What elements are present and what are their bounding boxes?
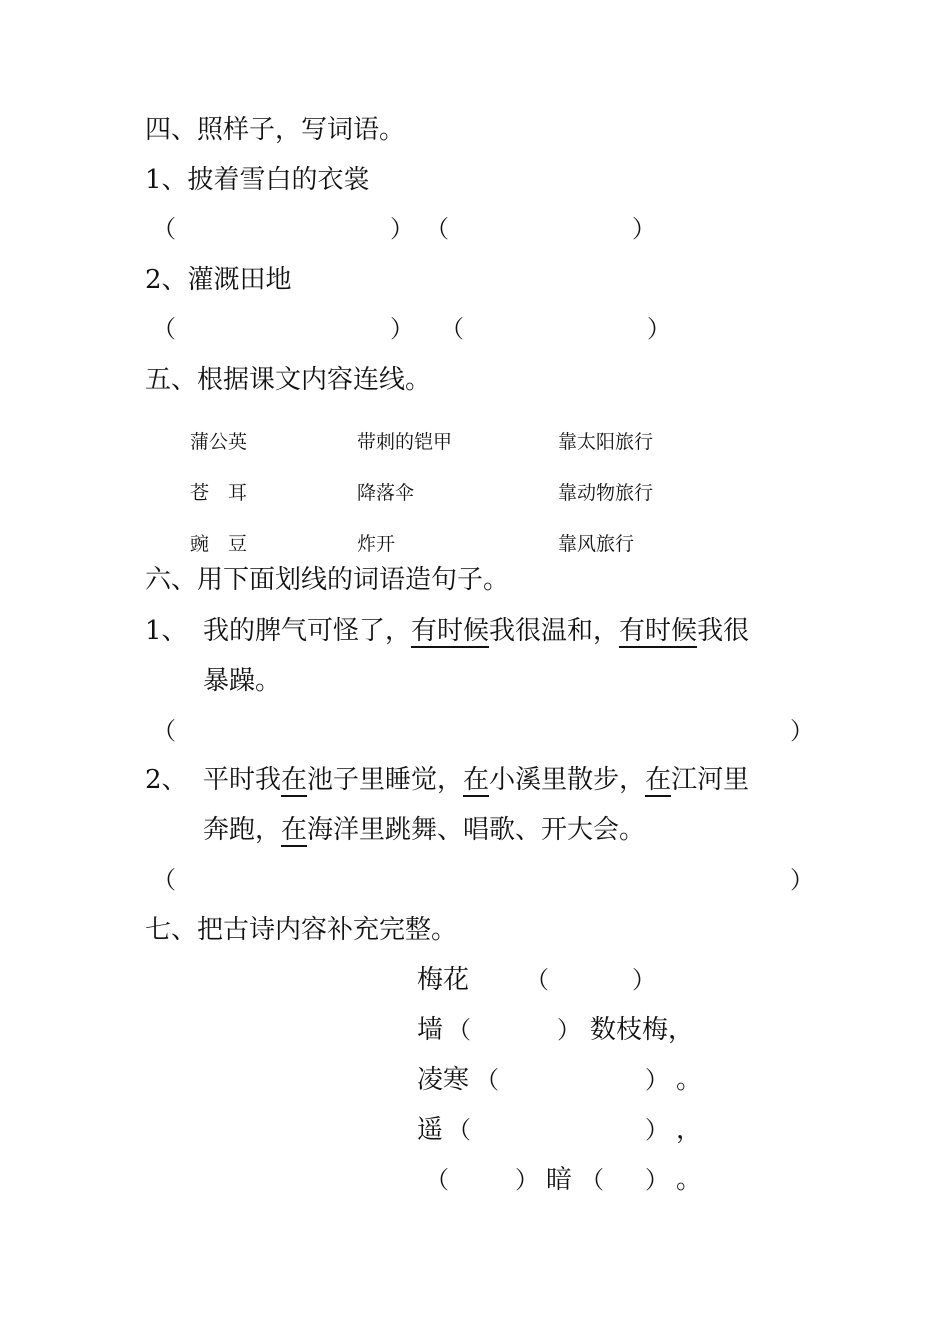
- answer-paren-open: （: [475, 1066, 499, 1094]
- answer-paren-open: （: [425, 1166, 449, 1194]
- poem-line-4-middle: 暗: [546, 1165, 573, 1195]
- answer-paren-open: （: [425, 215, 449, 243]
- sentence-text: 海洋里跳舞、唱歌、开大会。: [307, 815, 646, 845]
- match-right-item: 靠动物旅行: [558, 482, 654, 504]
- section-4-item-1: 1、披着雪白的衣裳: [145, 165, 370, 195]
- sentence-text: 奔跑，: [203, 815, 282, 845]
- underlined-word: 在: [645, 765, 672, 795]
- sentence-text: 我很: [697, 616, 750, 646]
- poem-line-4-end: 。: [676, 1165, 703, 1195]
- poem-line-3-end: ，: [676, 1115, 703, 1145]
- section-7-heading: 七、把古诗内容补充完整。: [145, 915, 458, 945]
- answer-paren-open: （: [440, 315, 464, 343]
- poem-line-1-end: 数枝梅，: [590, 1015, 695, 1045]
- answer-paren-open: （: [152, 866, 176, 894]
- sentence-text: 池子里睡觉，: [307, 765, 464, 795]
- sentence-text: 小溪里散步，: [489, 765, 646, 795]
- sentence-1-line-1: [203, 614, 749, 648]
- answer-paren-close: ）: [390, 215, 414, 243]
- answer-paren-close: ）: [647, 315, 671, 343]
- sentence-text: 我很温和，: [489, 616, 620, 646]
- answer-paren-close: ）: [645, 1166, 669, 1194]
- answer-paren-open: （: [152, 717, 176, 745]
- section-4-heading: 四、照样子，写词语。: [145, 115, 406, 145]
- match-middle-item: 降落伞: [357, 482, 415, 504]
- answer-paren-close: ）: [515, 1166, 539, 1194]
- answer-paren-open: （: [152, 215, 176, 243]
- sentence-2-line-1: [203, 763, 749, 797]
- underlined-word: 在: [463, 765, 490, 795]
- answer-paren-close: ）: [645, 1116, 669, 1144]
- sentence-2-number: 2、: [145, 765, 188, 795]
- underlined-word: 在: [281, 815, 308, 845]
- answer-paren-open: （: [525, 966, 549, 994]
- answer-paren-open: （: [447, 1116, 471, 1144]
- answer-paren-close: ）: [790, 866, 814, 894]
- poem-title: 梅花: [417, 965, 470, 995]
- answer-paren-open: （: [580, 1166, 604, 1194]
- answer-paren-open: （: [447, 1016, 471, 1044]
- sentence-text: 平时我: [203, 765, 282, 795]
- sentence-1-number: 1、: [145, 616, 188, 646]
- poem-line-2-start: 凌寒: [417, 1065, 470, 1095]
- sentence-text: 我的脾气可怪了，: [203, 616, 412, 646]
- answer-paren-close: ）: [790, 717, 814, 745]
- match-left-item: 苍 耳: [190, 482, 248, 504]
- match-middle-item: 带刺的铠甲: [357, 431, 453, 453]
- answer-paren-close: ）: [645, 1066, 669, 1094]
- match-left-item: 豌 豆: [190, 533, 248, 555]
- answer-paren-close: ）: [632, 966, 656, 994]
- underlined-word: 有时候: [411, 616, 490, 646]
- poem-line-3-start: 遥: [417, 1115, 444, 1145]
- poem-line-1-start: 墙: [417, 1015, 444, 1045]
- sentence-1-line-2: 暴躁。: [203, 666, 282, 696]
- sentence-text: 江河里: [671, 765, 750, 795]
- section-5-heading: 五、根据课文内容连线。: [145, 365, 432, 395]
- sentence-2-line-2: [203, 813, 645, 847]
- match-right-item: 靠太阳旅行: [558, 431, 654, 453]
- match-right-item: 靠风旅行: [558, 533, 635, 555]
- answer-paren-close: ）: [557, 1016, 581, 1044]
- section-6-heading: 六、用下面划线的词语造句子。: [145, 565, 510, 595]
- answer-paren-close: ）: [390, 315, 414, 343]
- answer-paren-close: ）: [632, 215, 656, 243]
- poem-line-2-end: 。: [676, 1065, 703, 1095]
- underlined-word: 有时候: [619, 616, 698, 646]
- match-middle-item: 炸开: [357, 533, 396, 555]
- underlined-word: 在: [281, 765, 308, 795]
- match-left-item: 蒲公英: [190, 431, 248, 453]
- section-4-item-2: 2、灌溉田地: [145, 265, 292, 295]
- answer-paren-open: （: [152, 315, 176, 343]
